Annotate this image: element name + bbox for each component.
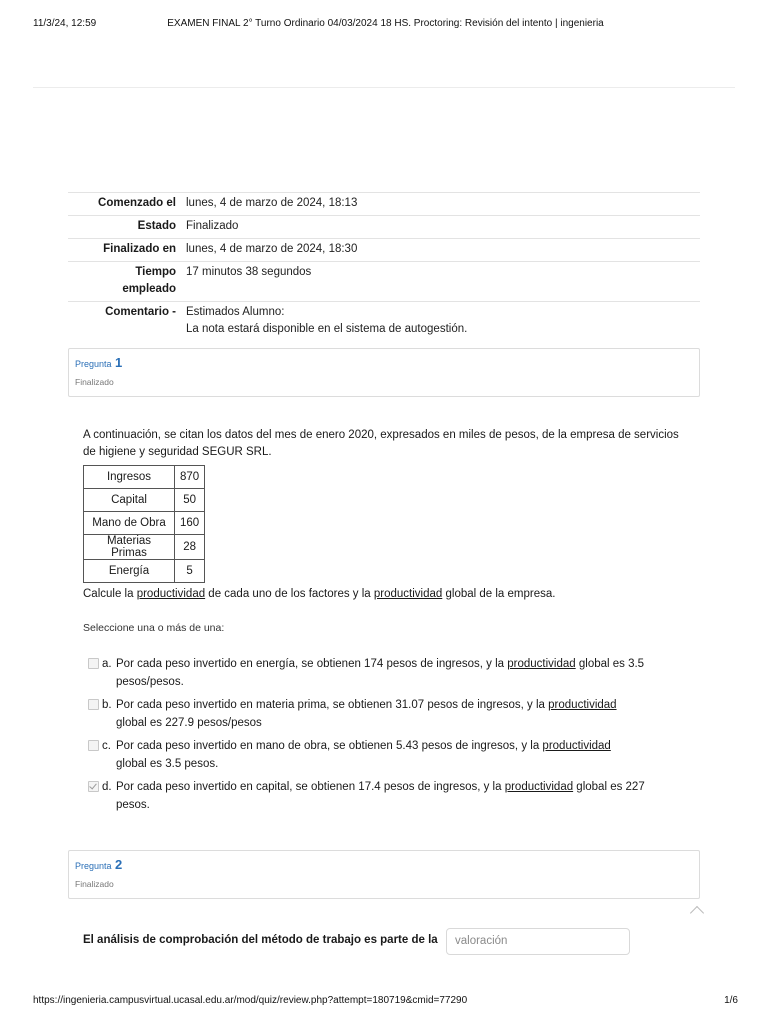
glossary-link[interactable]: productividad (542, 740, 611, 752)
summary-row (68, 193, 700, 216)
glossary-link[interactable]: productividad (548, 699, 617, 711)
answer-text: Por cada peso invertido en capital, se obtienen 17.4 pesos de ingresos, y la (116, 781, 505, 793)
table-row (84, 489, 205, 512)
summary-label: Comentario - (68, 302, 182, 342)
summary-row (68, 302, 700, 342)
instruction-text: global de la empresa. (442, 588, 556, 600)
answer-checkbox[interactable] (88, 699, 99, 710)
answer-option-b (87, 696, 697, 732)
summary-label (68, 262, 182, 302)
answer-option-d (87, 778, 697, 814)
table-cell-value: 5 (175, 560, 205, 583)
answer-text-line2: global es 227.9 pesos/pesos (116, 717, 262, 729)
answer-text: Por cada peso invertido en energía, se obtienen 174 pesos de ingresos, y la (116, 658, 508, 670)
question-prefix: Pregunta (75, 861, 112, 871)
table-cell-name: Ingresos (84, 466, 175, 489)
glossary-link[interactable]: productividad (504, 781, 574, 793)
answer-letter: a. (102, 658, 112, 670)
instruction-text: de cada uno de los factores y la (205, 588, 374, 600)
print-footer (33, 995, 738, 1006)
answer-letter: d. (102, 781, 112, 793)
print-header (33, 18, 738, 32)
answer-text-line2: global es 3.5 pesos. (116, 758, 219, 770)
question-2-text: El análisis de comprobación del método de trabajo es parte de la (83, 934, 438, 946)
question-status: Finalizado (75, 879, 114, 889)
glossary-link[interactable]: productividad (373, 588, 443, 600)
summary-label: Estado (68, 216, 182, 239)
question-number (75, 355, 122, 370)
question-prefix: Pregunta (75, 359, 112, 369)
print-title: EXAMEN FINAL 2° Turno Ordinario 04/03/2024 18 HS. Proctoring: Revisión del intento | ingenieria (167, 18, 604, 29)
question-number-value: 2 (115, 857, 123, 872)
answer-text-line2: pesos/pesos. (116, 676, 184, 688)
question-number (75, 857, 122, 872)
table-row (84, 535, 205, 560)
table-cell-value: 870 (175, 466, 205, 489)
table-cell-value: 160 (175, 512, 205, 535)
question-2-info (68, 850, 700, 899)
summary-label: Finalizado en (68, 239, 182, 262)
glossary-link[interactable]: productividad (136, 588, 206, 600)
answer-checkbox[interactable] (88, 740, 99, 751)
answer-text: Por cada peso invertido en materia prima, se obtienen 31.07 pesos de ingresos, y la (116, 699, 549, 711)
answer-option-c (87, 737, 697, 773)
select-hint: Seleccione una o más de una: (83, 622, 225, 634)
answer-checkbox[interactable] (88, 658, 99, 669)
print-datetime: 11/3/24, 12:59 (33, 18, 97, 29)
table-cell-value: 28 (175, 535, 205, 560)
summary-value: 17 minutos 38 segundos (182, 262, 700, 302)
summary-row (68, 239, 700, 262)
summary-label-line2: empleado (122, 283, 176, 295)
question-1-info (68, 348, 700, 397)
table-row (84, 512, 205, 535)
answer-text-line2: pesos. (116, 799, 150, 811)
question-1-text: A continuación, se citan los datos del mes de enero 2020, expresados en miles de pesos, de la empresa de servicios de higiene y seguridad SEGUR SRL. (83, 429, 679, 458)
table-cell-name: Energía (84, 560, 175, 583)
answer-text: Por cada peso invertido en mano de obra, se obtienen 5.43 pesos de ingresos, y la (116, 740, 543, 752)
print-url: https://ingenieria.campusvirtual.ucasal.edu.ar/mod/quiz/review.php?attempt=180719&cmid=77290 (33, 995, 468, 1006)
summary-value (182, 302, 700, 342)
summary-label-line1: Tiempo (135, 266, 176, 278)
instruction-text: Calcule la (83, 588, 137, 600)
answer-input[interactable]: valoración (446, 928, 630, 955)
answer-text: global es 3.5 (575, 658, 645, 670)
table-cell-name: Capital (84, 489, 175, 512)
answer-letter: b. (102, 699, 112, 711)
table-cell-name: Materias Primas (84, 535, 175, 560)
attempt-summary-table (68, 192, 700, 341)
comment-line1: Estimados Alumno: (186, 306, 285, 318)
answer-text: global es 227 (573, 781, 645, 793)
summary-row (68, 262, 700, 302)
divider (33, 87, 735, 88)
answer-checkbox-checked[interactable] (88, 781, 99, 792)
question-1-instruction (83, 588, 555, 600)
table-row (84, 560, 205, 583)
table-cell-name: Mano de Obra (84, 512, 175, 535)
summary-row (68, 216, 700, 239)
answer-list (87, 655, 697, 819)
summary-value: lunes, 4 de marzo de 2024, 18:30 (182, 239, 700, 262)
question-number-value: 1 (115, 355, 123, 370)
table-row (84, 466, 205, 489)
comment-line2: La nota estará disponible en el sistema de autogestión. (186, 323, 468, 335)
summary-value: lunes, 4 de marzo de 2024, 18:13 (182, 193, 700, 216)
summary-label: Comenzado el (68, 193, 182, 216)
summary-value: Finalizado (182, 216, 700, 239)
chevron-up-icon[interactable] (690, 906, 704, 920)
question-status: Finalizado (75, 377, 114, 387)
answer-option-a (87, 655, 697, 691)
page-number: 1/6 (724, 995, 738, 1006)
answer-letter: c. (102, 740, 111, 752)
glossary-link[interactable]: productividad (507, 658, 576, 670)
table-cell-value: 50 (175, 489, 205, 512)
question-1-data-table (83, 465, 205, 583)
